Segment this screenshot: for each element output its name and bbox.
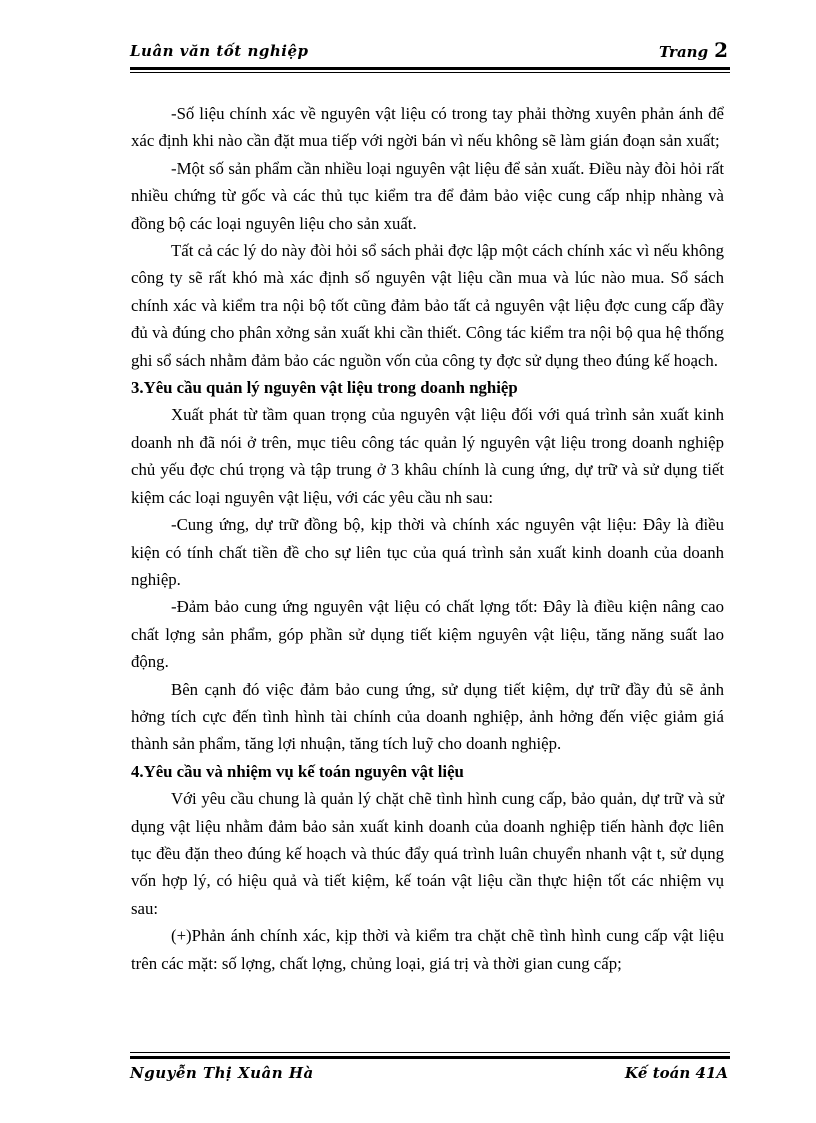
paragraph: -Một số sản phẩm cần nhiều loại nguyên vật liệu để sản xuất. Điều này đòi hỏi rất nhiều chứng từ gốc và các thủ tục kiểm tra để đảm bảo việc cung cấp nhịp nhàng và đồng bộ các loại nguyên liệu cho sản xuất. [131, 158, 724, 233]
paragraph: Xuất phát từ tầm quan trọng của nguyên vật liệu đối với quá trình sản xuất kinh doanh nh đã nói ở trên, mục tiêu công tác quản lý nguyên vật liệu trong doanh nghiệp chủ yếu đợc chú trọng và tập trung ở 3 khâu chính là cung ứng, dự trữ và sử dụng tiết kiệm các loại nguyên vật liệu, với các yêu cầu nh sau: [131, 405, 724, 507]
paragraph: -Đảm bảo cung ứng nguyên vật liệu có chất lợng tốt: Đây là điều kiện nâng cao chất lợng sản phẩm, góp phần sử dụng tiết kiệm nguyên vật liệu, tăng năng suất lao động. [131, 597, 724, 672]
section-heading: 3.Yêu cầu quản lý nguyên vật liệu trong doanh nghiệp [131, 378, 518, 398]
paragraph: (+)Phản ánh chính xác, kịp thời và kiểm tra chặt chẽ tình hình cung cấp vật liệu trên các mặt: số lợng, chất lợng, chủng loại, giá trị và thời gian cung cấp; [131, 926, 724, 973]
paragraph: -Số liệu chính xác về nguyên vật liệu có trong tay phải thờng xuyên phản ánh để xác định khi nào cần đặt mua tiếp với ngời bán vì nếu không sẽ làm gián đoạn sản xuất; [131, 104, 724, 151]
paragraph: Với yêu cầu chung là quản lý chặt chẽ tình hình cung cấp, bảo quản, dự trữ và sử dụng vật liệu nhằm đảm bảo sản xuất kinh doanh của doanh nghiệp tiến hành đợc liên tục đều đặn theo đúng kế hoạch và thúc đẩy quá trình luân chuyển nhanh vật t, sử dụng vốn hợp lý, có hiệu quả và tiết kiệm, kế toán vật liệu cần thực hiện tốt các nhiệm vụ sau: [131, 789, 724, 918]
paragraph: -Cung ứng, dự trữ đồng bộ, kịp thời và chính xác nguyên vật liệu: Đây là điều kiện có tính chất tiền đề cho sự liên tục của quá trình sản xuất kinh doanh của doanh nghiệp. [131, 515, 724, 589]
section-heading: 4.Yêu cầu và nhiệm vụ kế toán nguyên vật liệu [131, 761, 464, 781]
header-rule-thick [130, 67, 730, 70]
body-content [131, 100, 724, 977]
page-header [130, 40, 728, 66]
header-thesis-title: Luân văn tốt nghiệp [130, 42, 309, 60]
footer-author: Nguyễn Thị Xuân Hà [130, 1064, 314, 1082]
header-page-label [659, 38, 728, 62]
paragraph: Bên cạnh đó việc đảm bảo cung ứng, sử dụng tiết kiệm, dự trữ đầy đủ sẽ ảnh hởng tích cực đến tình hình tài chính của doanh nghiệp, ảnh hởng đến việc giảm giá thành sản phẩm, tăng lợi nhuận, tăng tích luỹ cho doanh nghiệp. [131, 679, 724, 754]
footer-rule-thin [130, 1052, 730, 1053]
header-page-word: Trang [658, 43, 709, 61]
header-rule-thin [130, 72, 730, 73]
page-footer [130, 1064, 728, 1090]
header-page-number: 2 [714, 38, 728, 62]
footer-class: Kế toán 41A [624, 1064, 728, 1082]
footer-rule-thick [130, 1056, 730, 1059]
paragraph: Tất cả các lý do này đòi hỏi sổ sách phải đợc lập một cách chính xác vì nếu không công ty sẽ rất khó mà xác định số nguyên vật liệu cần mua và lúc nào mua. Sổ sách chính xác và kiểm tra nội bộ tốt cũng đảm bảo tất cả nguyên vật liệu đợc cung cấp đầy đủ và đúng cho phân xởng sản xuất khi cần thiết. Công tác kiểm tra nội bộ qua hệ thống ghi sổ sách nhằm đảm bảo các nguồn vốn của công ty đợc sử dụng theo đúng kế hoạch. [131, 241, 724, 370]
